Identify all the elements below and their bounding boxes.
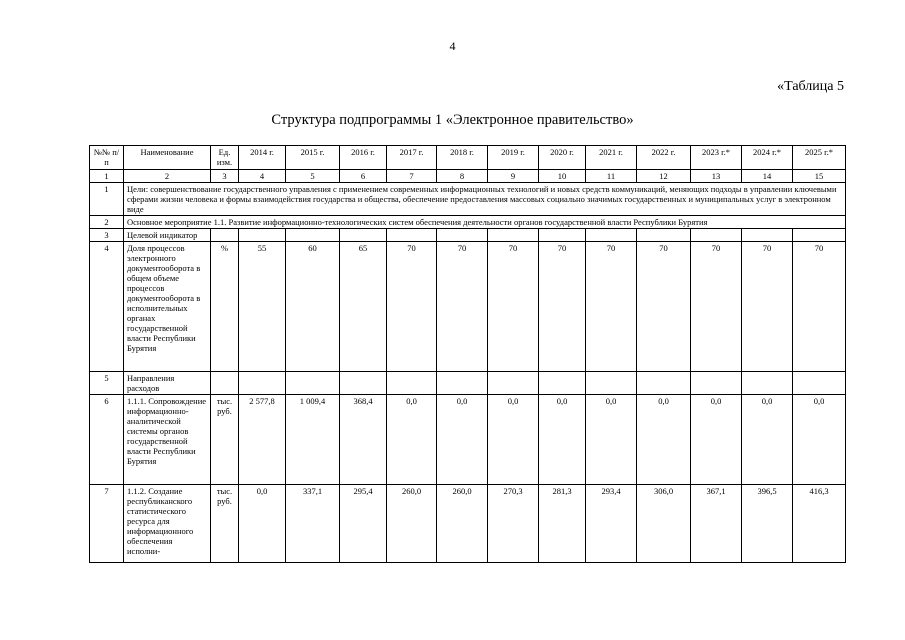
page-number: 4 bbox=[449, 39, 456, 53]
column-number: 10 bbox=[539, 170, 586, 183]
value-cell: 0,0 bbox=[488, 395, 539, 485]
column-number: 12 bbox=[637, 170, 691, 183]
value-cell: 0,0 bbox=[239, 485, 286, 563]
value-cell: 0,0 bbox=[586, 395, 637, 485]
column-number: 8 bbox=[437, 170, 488, 183]
row-name: Целевой индикатор bbox=[124, 229, 211, 242]
column-number: 6 bbox=[340, 170, 387, 183]
value-cell: 0,0 bbox=[437, 395, 488, 485]
row-number: 5 bbox=[90, 372, 124, 395]
value-cell: 337,1 bbox=[286, 485, 340, 563]
table-reference: «Таблица 5 bbox=[777, 79, 844, 94]
column-number: 4 bbox=[239, 170, 286, 183]
document-title: Структура подпрограммы 1 «Электронное правительство» bbox=[271, 112, 634, 128]
expense-row bbox=[90, 485, 846, 563]
column-number: 13 bbox=[691, 170, 742, 183]
column-number: 14 bbox=[742, 170, 793, 183]
unit-cell: % bbox=[211, 242, 239, 372]
value-cell: 70 bbox=[691, 242, 742, 372]
header-cell: 2015 г. bbox=[286, 146, 340, 170]
column-number: 1 bbox=[90, 170, 124, 183]
value-cell: 0,0 bbox=[691, 395, 742, 485]
value-cell: 70 bbox=[637, 242, 691, 372]
row-name: Доля процессов электронного документооборота в общем объеме процессов документооборота в исполнительных органах государственной власти Республики Бурятия bbox=[124, 242, 211, 372]
value-cell: 416,3 bbox=[793, 485, 846, 563]
value-cell: 293,4 bbox=[586, 485, 637, 563]
row-number: 2 bbox=[90, 216, 124, 229]
value-cell: 281,3 bbox=[539, 485, 586, 563]
value-cell: 55 bbox=[239, 242, 286, 372]
value-cell: 0,0 bbox=[539, 395, 586, 485]
indicator-row bbox=[90, 242, 846, 372]
row-name: 1.1.2. Создание республиканского статистического ресурса для информационного обеспечения исполни- bbox=[124, 485, 211, 563]
column-number: 15 bbox=[793, 170, 846, 183]
value-cell: 306,0 bbox=[637, 485, 691, 563]
value-cell: 60 bbox=[286, 242, 340, 372]
header-row bbox=[90, 146, 846, 170]
header-cell: Ед. изм. bbox=[211, 146, 239, 170]
row-name: 1.1.1. Сопровождение информационно-аналитической системы органов государственной власти Республики Бурятия bbox=[124, 395, 211, 485]
header-cell: 2025 г.* bbox=[793, 146, 846, 170]
header-cell: 2018 г. bbox=[437, 146, 488, 170]
column-number: 2 bbox=[124, 170, 211, 183]
row-number: 3 bbox=[90, 229, 124, 242]
row-name: Направления расходов bbox=[124, 372, 211, 395]
value-cell: 70 bbox=[488, 242, 539, 372]
header-cell: 2020 г. bbox=[539, 146, 586, 170]
value-cell: 70 bbox=[742, 242, 793, 372]
header-cell: №№ п/п bbox=[90, 146, 124, 170]
header-cell: 2014 г. bbox=[239, 146, 286, 170]
value-cell: 70 bbox=[387, 242, 437, 372]
header-cell: 2023 г.* bbox=[691, 146, 742, 170]
row-number: 6 bbox=[90, 395, 124, 485]
main-event-row bbox=[90, 216, 846, 229]
value-cell: 70 bbox=[793, 242, 846, 372]
value-cell: 0,0 bbox=[387, 395, 437, 485]
subprogram-structure-table bbox=[89, 145, 846, 563]
value-cell: 65 bbox=[340, 242, 387, 372]
header-cell: 2022 г. bbox=[637, 146, 691, 170]
row-number: 4 bbox=[90, 242, 124, 372]
unit-cell: тыс. руб. bbox=[211, 395, 239, 485]
column-number: 3 bbox=[211, 170, 239, 183]
value-cell: 260,0 bbox=[437, 485, 488, 563]
value-cell: 1 009,4 bbox=[286, 395, 340, 485]
row-number: 1 bbox=[90, 183, 124, 216]
column-number: 7 bbox=[387, 170, 437, 183]
goals-text: Цели: совершенствование государственного управления с применением современных информационных технологий и новых средств коммуникаций, меняющих подходы в управлении ключевыми сферами жизни человека и формы взаимодействия государства и общества, обеспечение предоставления массовых социально значимых государственных и муниципальных услуг в электронном виде bbox=[124, 183, 846, 216]
value-cell: 0,0 bbox=[742, 395, 793, 485]
column-number: 9 bbox=[488, 170, 539, 183]
value-cell: 260,0 bbox=[387, 485, 437, 563]
header-cell: 2019 г. bbox=[488, 146, 539, 170]
value-cell: 270,3 bbox=[488, 485, 539, 563]
column-number: 11 bbox=[586, 170, 637, 183]
value-cell: 70 bbox=[437, 242, 488, 372]
value-cell: 396,5 bbox=[742, 485, 793, 563]
value-cell: 295,4 bbox=[340, 485, 387, 563]
goals-row bbox=[90, 183, 846, 216]
value-cell: 70 bbox=[539, 242, 586, 372]
column-number-row bbox=[90, 170, 846, 183]
value-cell: 70 bbox=[586, 242, 637, 372]
header-cell: 2024 г.* bbox=[742, 146, 793, 170]
value-cell: 368,4 bbox=[340, 395, 387, 485]
indicator-target-row bbox=[90, 229, 846, 242]
value-cell: 367,1 bbox=[691, 485, 742, 563]
header-cell: 2017 г. bbox=[387, 146, 437, 170]
unit-cell: тыс. руб. bbox=[211, 485, 239, 563]
header-cell: 2016 г. bbox=[340, 146, 387, 170]
header-cell: Наименование bbox=[124, 146, 211, 170]
column-number: 5 bbox=[286, 170, 340, 183]
value-cell: 2 577,8 bbox=[239, 395, 286, 485]
expense-row bbox=[90, 395, 846, 485]
value-cell: 0,0 bbox=[793, 395, 846, 485]
value-cell: 0,0 bbox=[637, 395, 691, 485]
row-number: 7 bbox=[90, 485, 124, 563]
main-event-text: Основное мероприятие 1.1. Развитие информационно-технологических систем обеспечения деятельности органов государственной власти Республики Бурятия bbox=[124, 216, 846, 229]
header-cell: 2021 г. bbox=[586, 146, 637, 170]
directions-row bbox=[90, 372, 846, 395]
